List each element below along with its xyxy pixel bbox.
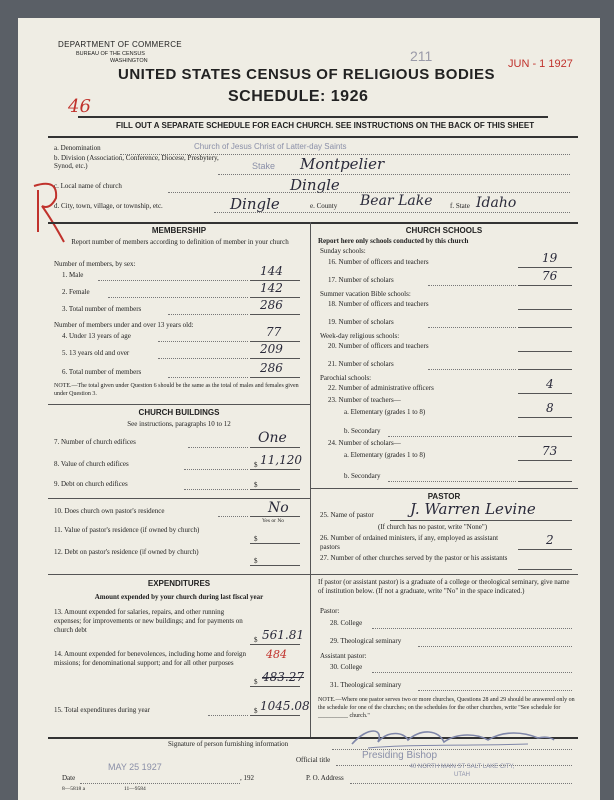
weekday-scholars-label: 21. Number of scholars [328, 360, 394, 368]
total-members-2-value: 286 [260, 361, 283, 375]
benevolences-answer-line [250, 686, 300, 687]
membership-rule [48, 404, 310, 405]
scholars-secondary-leader [388, 481, 516, 482]
female-value: 142 [260, 281, 283, 295]
sunday-scholars-leader [428, 285, 516, 286]
date-label: Date [62, 774, 76, 782]
total-expenditures-label: 15. Total expenditures during year [54, 706, 150, 714]
stamp-number: 211 [410, 48, 433, 64]
header-rule [78, 116, 548, 118]
edifice-value-label: 8. Value of church edifices [54, 460, 129, 468]
benevolences-label: 14. Amount expended for benevolences, including home and foreign missions; for denominational support; and for all other purposes [54, 650, 247, 667]
denomination-label: a. Denomination [54, 144, 101, 152]
state-label: f. State [450, 202, 470, 210]
summer-scholars-answer-line [518, 327, 572, 328]
summer-officers-label: 18. Number of officers and teachers [328, 300, 429, 308]
total-members-2-answer-line [250, 377, 300, 378]
dollar-sign: $ [254, 535, 258, 543]
pastor-rule [310, 574, 578, 575]
handwritten-number: 46 [68, 96, 91, 117]
received-date-stamp: JUN - 1 1927 [508, 58, 573, 70]
date-value: MAY 25 1927 [108, 762, 162, 772]
sunday-officers-answer-line [518, 267, 572, 268]
teachers-secondary-label: b. Secondary [344, 427, 381, 435]
dollar-sign: $ [254, 557, 258, 565]
summer-scholars-leader [428, 327, 516, 328]
total-members-label: 3. Total number of members [62, 305, 142, 313]
official-title-label: Official title [296, 756, 331, 764]
buildings-rule [48, 574, 310, 575]
age-label: Number of members under and over 13 years old: [54, 321, 194, 329]
year-suffix: , 192 [240, 774, 254, 782]
buildings-subtitle: See instructions, paragraphs 10 to 12 [127, 420, 231, 428]
section-rule [48, 222, 578, 224]
pastor-seminary-label: 29. Theological seminary [330, 637, 402, 645]
pastor-seminary-line [418, 646, 572, 647]
instruction-rule [48, 136, 578, 138]
under-13-label: 4. Under 13 years of age [62, 332, 131, 340]
pastor-college-label: 28. College [330, 619, 363, 627]
membership-subtitle: Report number of members according to definition of member in your church [71, 238, 289, 246]
assistant-ministers-value: 2 [546, 533, 554, 547]
scholars-secondary-label: b. Secondary [344, 472, 381, 480]
form-number: 8—5818 a [62, 786, 86, 792]
yes-no-hint: Yes or No [262, 518, 285, 524]
weekday-officers-answer-line [518, 351, 572, 352]
over-13-answer-line [250, 358, 300, 359]
assistant-college-label: 30. College [330, 663, 363, 671]
summer-schools-label: Summer vacation Bible schools: [320, 290, 411, 298]
sunday-officers-label: 16. Number of officers and teachers [328, 258, 429, 266]
total-members-2-leader [168, 377, 248, 378]
dollar-sign: $ [254, 678, 258, 686]
benevolences-value-b: 483.27 [262, 670, 304, 684]
residence-value-label: 11. Value of pastor's residence (if owned by church) [54, 526, 200, 534]
owns-residence-leader [218, 516, 248, 517]
teachers-elementary-label: a. Elementary (grades 1 to 8) [344, 408, 426, 416]
city-town-label: d. City, town, village, or township, etc. [54, 202, 163, 210]
over-13-value: 209 [260, 342, 283, 356]
sunday-schools-label: Sunday schools: [320, 247, 366, 255]
membership-title: MEMBERSHIP [151, 226, 207, 235]
division-line [218, 174, 570, 175]
over-13-label: 5. 13 years old and over [62, 349, 130, 357]
total-expenditures-answer-line [250, 715, 300, 716]
column-divider [310, 222, 311, 737]
edifices-label: 7. Number of church edifices [54, 438, 136, 446]
pastor-title: PASTOR [427, 492, 461, 501]
pastor-name-value: J. Warren Levine [410, 500, 536, 518]
division-label: b. Division (Association, Conference, Diocese, Presbytery, Synod, etc.) [54, 154, 219, 170]
pastor-name-hint: (If church has no pastor, write "None") [378, 523, 488, 531]
edifice-value-answer-line [250, 469, 300, 470]
college-note: If pastor (or assistant pastor) is a graduate of a college or theological seminary, give name of institution below. (If not a graduate, write "No" in the space indicated.) [318, 578, 570, 595]
by-sex-label: Number of members, by sex: [54, 260, 136, 268]
pastor-note: NOTE.—Where one pastor serves two or more churches, Questions 28 and 29 should be answered only on the schedule for one of the churches; on the schedules for the other churches, write "See schedule for __________ church." [318, 697, 575, 719]
female-label: 2. Female [62, 288, 90, 296]
instruction-line: FILL OUT A SEPARATE SCHEDULE FOR EACH CHURCH. SEE INSTRUCTIONS ON THE BACK OF THIS SHEET [116, 121, 535, 130]
official-title-value: Presiding Bishop [362, 750, 438, 761]
red-check-mark-icon [28, 176, 68, 246]
signature-label: Signature of person furnishing information [168, 740, 289, 748]
schedule-title: SCHEDULE: 1926 [228, 88, 369, 105]
census-schedule-sheet [18, 18, 600, 800]
total-expenditures-value: 1045.08 [260, 699, 310, 713]
total-members-answer-line [250, 314, 300, 315]
weekday-schools-label: Week-day religious schools: [320, 332, 400, 340]
sunday-officers-value: 19 [542, 251, 558, 265]
over-13-leader [158, 358, 248, 359]
male-value: 144 [260, 264, 283, 278]
department-label: DEPARTMENT OF COMMERCE [58, 40, 182, 49]
pastor-college-line [372, 628, 572, 629]
administrative-officers-label: 22. Number of administrative officers [328, 384, 434, 392]
city-label: WASHINGTON [110, 58, 148, 64]
schools-title: CHURCH SCHOOLS [405, 226, 483, 235]
pastor-name-answer-line [390, 520, 572, 521]
scholars-label: 24. Number of scholars— [328, 439, 401, 447]
running-expenses-answer-line [250, 644, 300, 645]
teachers-secondary-leader [388, 436, 516, 437]
total-expenditures-leader [208, 715, 248, 716]
assistant-college-line [372, 672, 572, 673]
dollar-sign: $ [254, 481, 258, 489]
running-expenses-label: 13. Amount expended for salaries, repairs, and other running expenses; for improvements or new buildings; and for payments on church debt [54, 608, 243, 634]
administrative-officers-answer-line [518, 393, 572, 394]
form-title: UNITED STATES CENSUS OF RELIGIOUS BODIES [118, 66, 495, 83]
sunday-scholars-label: 17. Number of scholars [328, 276, 394, 284]
residence-debt-answer-line [250, 565, 300, 566]
schools-subtitle: Report here only schools conducted by this church [318, 237, 469, 245]
membership-note: NOTE.—The total given under Question 6 should be the same as the total of males and females given under Question 3. [54, 383, 299, 397]
edifice-debt-leader [184, 489, 248, 490]
teachers-elementary-answer-line [518, 417, 572, 418]
scholars-elementary-value: 73 [542, 444, 558, 458]
assistant-pastor-label: Assistant pastor: [320, 652, 367, 660]
expenditures-subtitle: Amount expended by your church during last fiscal year [94, 593, 264, 601]
division-stamp: Stake [252, 161, 276, 171]
buildings-title: CHURCH BUILDINGS [138, 408, 220, 417]
other-churches-answer-line [518, 569, 572, 570]
address-line [350, 783, 572, 784]
local-name-value: Dingle [290, 176, 340, 194]
scholars-elementary-answer-line [518, 460, 572, 461]
male-label: 1. Male [62, 271, 84, 279]
local-name-label: c. Local name of church [54, 182, 122, 190]
under-13-value: 77 [266, 325, 282, 339]
weekday-officers-label: 20. Number of officers and teachers [328, 342, 429, 350]
assistant-seminary-line [418, 690, 572, 691]
total-members-2-label: 6. Total number of members [62, 368, 142, 376]
weekday-scholars-answer-line [518, 369, 572, 370]
county-value: Bear Lake [360, 193, 433, 209]
other-churches-label: 27. Number of other churches served by the pastor or his assistants [320, 554, 508, 562]
address-label: P. O. Address [306, 774, 344, 782]
under-13-leader [158, 341, 248, 342]
dollar-sign: $ [254, 636, 258, 644]
edifice-value-leader [184, 469, 248, 470]
owns-residence-value: No [268, 500, 289, 516]
assistant-seminary-label: 31. Theological seminary [330, 681, 402, 689]
sunday-scholars-answer-line [518, 285, 572, 286]
scholars-elementary-label: a. Elementary (grades 1 to 8) [344, 451, 426, 459]
schools-rule [310, 488, 578, 489]
female-leader [108, 297, 248, 298]
male-leader [98, 280, 248, 281]
denomination-value: Church of Jesus Christ of Latter-day Saints [194, 142, 347, 151]
summer-officers-answer-line [518, 309, 572, 310]
edifices-value: One [258, 430, 287, 446]
edifice-value-value: 11,120 [260, 453, 302, 467]
pastor-sub-label: Pastor: [320, 607, 340, 615]
city-line [214, 212, 570, 213]
sunday-scholars-value: 76 [542, 269, 558, 283]
scholars-secondary-answer-line [518, 481, 572, 482]
address-value: 40 NORTH MAIN ST SALT LAKE CITY, UTAH [409, 764, 515, 778]
assistant-ministers-answer-line [518, 549, 572, 550]
division-value: Montpelier [300, 155, 385, 173]
city-town-value: Dingle [230, 195, 280, 213]
county-label: e. County [310, 202, 338, 210]
date-line [80, 783, 240, 784]
owns-residence-answer-line [250, 516, 300, 517]
total-members-value: 286 [260, 298, 283, 312]
buildings-mid-rule [48, 498, 310, 499]
edifice-debt-label: 9. Debt on church edifices [54, 480, 128, 488]
edifice-debt-answer-line [250, 489, 300, 490]
administrative-officers-value: 4 [546, 377, 554, 391]
signature-image [348, 724, 558, 752]
edifices-leader [188, 447, 248, 448]
print-number: 11—9584 [124, 786, 146, 792]
bureau-label: BUREAU OF THE CENSUS [76, 51, 145, 57]
benevolences-value-a: 484 [266, 648, 287, 661]
assistant-ministers-label: 26. Number of ordained ministers, if any, employed as assistant pastors [320, 534, 499, 551]
residence-value-answer-line [250, 543, 300, 544]
residence-debt-label: 12. Debt on pastor's residence (if owned by church) [54, 548, 199, 556]
pastor-name-label: 25. Name of pastor [320, 511, 374, 519]
running-expenses-value: 561.81 [262, 628, 304, 642]
expenditures-title: EXPENDITURES [147, 579, 211, 588]
edifices-answer-line [250, 447, 300, 448]
dollar-sign: $ [254, 707, 258, 715]
state-value: Idaho [476, 195, 517, 211]
total-members-leader [168, 314, 248, 315]
teachers-label: 23. Number of teachers— [328, 396, 401, 404]
owns-residence-label: 10. Does church own pastor's residence [54, 507, 165, 515]
teachers-elementary-value: 8 [546, 401, 554, 415]
weekday-scholars-leader [428, 369, 516, 370]
dollar-sign: $ [254, 461, 258, 469]
parochial-schools-label: Parochial schools: [320, 374, 372, 382]
summer-scholars-label: 19. Number of scholars [328, 318, 394, 326]
teachers-secondary-answer-line [518, 436, 572, 437]
